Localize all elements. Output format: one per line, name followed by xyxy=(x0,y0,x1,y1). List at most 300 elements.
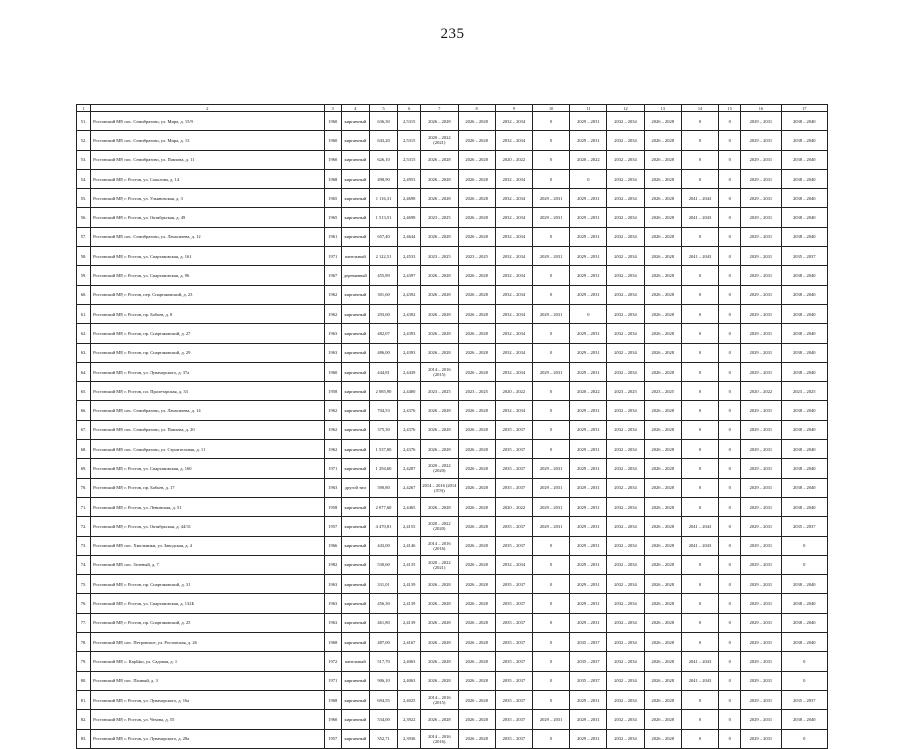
table-cell: 1963 xyxy=(324,324,341,343)
table-cell: 2041 – 2043 xyxy=(681,208,718,227)
table-cell: 0 xyxy=(681,343,718,362)
table-cell: 2023 – 2025 xyxy=(421,208,458,227)
table-cell: 498,90 xyxy=(369,169,397,188)
table-cell: 2035 – 2037 xyxy=(570,633,607,652)
table-cell: 456,30 xyxy=(369,594,397,613)
table-cell: 487,00 xyxy=(369,633,397,652)
table-cell: 2026 – 2028 xyxy=(644,285,681,304)
table-cell: 2026 – 2028 xyxy=(458,478,495,497)
table-cell: 0 xyxy=(719,440,741,459)
table-cell: 444,81 xyxy=(369,362,397,381)
table-cell: 2032 – 2034 xyxy=(495,208,532,227)
table-cell: 2,3922 xyxy=(398,710,421,729)
column-number-cell: 12 xyxy=(607,105,644,112)
table-cell: 2032 – 2034 xyxy=(607,459,644,478)
row-number-cell: 52. xyxy=(77,131,91,150)
table-cell: 2032 – 2034 xyxy=(607,555,644,574)
table-cell: 0 xyxy=(532,633,569,652)
table-cell: кирпичный xyxy=(341,575,369,594)
table-cell: 2038 – 2040 xyxy=(781,575,827,594)
table-cell: кирпичный xyxy=(341,517,369,536)
table-cell: 2026 – 2028 xyxy=(644,343,681,362)
column-number-cell: 10 xyxy=(532,105,569,112)
table-cell: кирпичный xyxy=(341,208,369,227)
table-cell: 0 xyxy=(719,343,741,362)
table-cell: 2035 – 2037 xyxy=(495,652,532,671)
table-cell: 0 xyxy=(681,613,718,632)
table-cell: 0 xyxy=(681,497,718,516)
table-cell: 2032 – 2034 xyxy=(495,555,532,574)
row-number-cell: 67. xyxy=(77,420,91,439)
row-number-cell: 80. xyxy=(77,671,91,690)
page-number: 235 xyxy=(440,26,465,42)
table-cell: 1982 xyxy=(324,555,341,574)
table-cell: кирпичный xyxy=(341,382,369,401)
table-cell: 0 xyxy=(532,536,569,555)
table-cell: кирпичный xyxy=(341,189,369,208)
table-cell: 1960 xyxy=(324,131,341,150)
table-cell: 0 xyxy=(532,420,569,439)
table-cell: 2032 – 2034 xyxy=(607,420,644,439)
table-cell: 2026 – 2028 xyxy=(421,343,458,362)
column-number-cell: 1 xyxy=(77,105,91,112)
table-cell: 2020 – 2022 (2021) xyxy=(421,131,458,150)
table-cell: 2026 – 2028 xyxy=(458,710,495,729)
table-cell: кирпичный xyxy=(341,343,369,362)
table-cell: 2026 – 2028 xyxy=(644,633,681,652)
table-cell: 2026 – 2028 xyxy=(458,729,495,748)
table-row xyxy=(77,401,828,420)
table-cell: 0 xyxy=(719,169,741,188)
table-cell: 2026 – 2028 xyxy=(458,266,495,285)
table-cell: 2014 – 2016 (2014 (ЛЭ)) xyxy=(421,478,458,497)
table-cell: 2029 – 2031 xyxy=(570,555,607,574)
table-cell: 2026 – 2028 xyxy=(458,401,495,420)
table-cell: 2035 – 2037 xyxy=(781,517,827,536)
table-cell: 0 xyxy=(719,517,741,536)
table-cell: 0 xyxy=(719,652,741,671)
table-cell: 0 xyxy=(681,420,718,439)
table-cell: 2041 – 2043 xyxy=(681,652,718,671)
row-number-cell: 68. xyxy=(77,440,91,459)
table-row xyxy=(77,690,828,709)
table-cell: 2026 – 2028 xyxy=(458,440,495,459)
table-cell: 2029 – 2031 xyxy=(532,459,569,478)
table-cell: 1966 xyxy=(324,536,341,555)
table-cell: 2026 – 2028 xyxy=(421,112,458,131)
table-cell: 0 xyxy=(781,555,827,574)
table-cell: 2038 – 2040 xyxy=(781,343,827,362)
table-cell: 0 xyxy=(681,266,718,285)
table-cell: 2029 – 2031 xyxy=(741,208,781,227)
row-number-cell: 64. xyxy=(77,362,91,381)
row-number-cell: 79. xyxy=(77,652,91,671)
table-cell: 2026 – 2028 xyxy=(644,575,681,594)
table-cell: 2032 – 2034 xyxy=(607,401,644,420)
table-row xyxy=(77,536,828,555)
table-cell: 2026 – 2028 xyxy=(644,459,681,478)
table-cell: 2035 – 2037 xyxy=(495,729,532,748)
row-number-cell: 57. xyxy=(77,227,91,246)
table-cell: 4 470,81 xyxy=(369,517,397,536)
table-cell: 443,00 xyxy=(369,536,397,555)
table-cell: 2029 – 2031 xyxy=(532,478,569,497)
table-cell: 2026 – 2028 xyxy=(644,478,681,497)
address-cell: Ростовский МР, г. Ростов, ул. Луначарского, д. 16а xyxy=(91,690,325,709)
table-cell: 2029 – 2031 xyxy=(741,459,781,478)
table-cell: 0 xyxy=(681,690,718,709)
table-cell: 2029 – 2031 xyxy=(741,594,781,613)
table-cell: 1971 xyxy=(324,671,341,690)
table-cell: 2020 – 2022 xyxy=(495,497,532,516)
column-number-cell: 6 xyxy=(398,105,421,112)
table-cell: 0 xyxy=(681,150,718,169)
row-number-cell: 51. xyxy=(77,112,91,131)
table-row xyxy=(77,150,828,169)
table-cell: 2029 – 2031 xyxy=(570,112,607,131)
table-cell: 0 xyxy=(681,112,718,131)
address-cell: Ростовский МР, г. Ростов, ул. Соколова, д. 14 xyxy=(91,169,325,188)
address-cell: Ростовский МР, г. Ростов, ул. Ленинская, д. 51 xyxy=(91,497,325,516)
table-cell: 2029 – 2031 xyxy=(570,497,607,516)
table-cell: 657,40 xyxy=(369,227,397,246)
table-cell: 2026 – 2028 xyxy=(458,131,495,150)
table-cell: 2029 – 2031 xyxy=(570,189,607,208)
table-cell: 0 xyxy=(719,189,741,208)
table-cell: 1961 xyxy=(324,227,341,246)
table-cell: 2038 – 2040 xyxy=(781,710,827,729)
table-cell: 1960 xyxy=(324,710,341,729)
address-cell: Ростовский МР, г. Ростов, ул. Спартаковская, д. 161 xyxy=(91,247,325,266)
table-cell: 2029 – 2031 xyxy=(741,169,781,188)
table-cell: кирпичный xyxy=(341,362,369,381)
table-cell: 2029 – 2031 xyxy=(741,729,781,748)
table-cell: 1 294,60 xyxy=(369,459,397,478)
column-number-cell: 2 xyxy=(91,105,325,112)
table-cell: 2029 – 2031 xyxy=(741,536,781,555)
table-cell: 2029 – 2031 xyxy=(532,208,569,227)
table-cell: другой тип xyxy=(341,478,369,497)
table-cell: 2026 – 2028 xyxy=(421,189,458,208)
table-cell: 0 xyxy=(532,575,569,594)
table-cell: 0 xyxy=(532,440,569,459)
table-cell: 2026 – 2028 xyxy=(421,285,458,304)
row-number-cell: 54. xyxy=(77,169,91,188)
table-cell: 2029 – 2031 xyxy=(570,285,607,304)
table-cell: 2,4063 xyxy=(398,671,421,690)
table-cell: 0 xyxy=(681,324,718,343)
table-cell: 0 xyxy=(681,169,718,188)
table-cell: 0 xyxy=(719,459,741,478)
table-cell: 301,60 xyxy=(369,285,397,304)
table-cell: панельный xyxy=(341,652,369,671)
table-cell: 2,4376 xyxy=(398,401,421,420)
table-cell: 2023 – 2025 xyxy=(458,382,495,401)
table-cell: 2032 – 2034 xyxy=(607,189,644,208)
table-cell: 2026 – 2028 xyxy=(644,112,681,131)
table-cell: 2020 – 2022 xyxy=(570,382,607,401)
table-cell: 2029 – 2031 xyxy=(741,517,781,536)
table-cell: 0 xyxy=(681,478,718,497)
table-cell: 2014 – 2016 (2016) xyxy=(421,729,458,748)
table-cell: 1962 xyxy=(324,304,341,323)
table-cell: 2029 – 2031 xyxy=(741,710,781,729)
table-cell: кирпичный xyxy=(341,131,369,150)
table-cell: 2029 – 2031 xyxy=(570,247,607,266)
table-cell: 2035 – 2037 xyxy=(495,575,532,594)
table-cell: 2026 – 2028 xyxy=(458,633,495,652)
table-cell: 2,4698 xyxy=(398,189,421,208)
table-cell: 1962 xyxy=(324,420,341,439)
table-cell: 2038 – 2040 xyxy=(781,112,827,131)
table-cell: 331,01 xyxy=(369,575,397,594)
table-cell: 1972 xyxy=(324,652,341,671)
table-cell: 2029 – 2031 xyxy=(570,729,607,748)
table-cell: 2026 – 2028 xyxy=(421,594,458,613)
table-cell: 0 xyxy=(570,169,607,188)
table-cell: 2,4167 xyxy=(398,633,421,652)
table-cell: 2026 – 2028 xyxy=(421,150,458,169)
table-cell: 0 xyxy=(681,440,718,459)
table-cell: 2029 – 2031 xyxy=(570,690,607,709)
table-row xyxy=(77,169,828,188)
table-cell: 1963 xyxy=(324,613,341,632)
row-number-cell: 60. xyxy=(77,285,91,304)
table-cell: 2026 – 2028 xyxy=(421,420,458,439)
column-number-cell: 3 xyxy=(324,105,341,112)
table-cell: 2032 – 2034 xyxy=(495,131,532,150)
table-cell: 1960 xyxy=(324,150,341,169)
row-number-cell: 71. xyxy=(77,497,91,516)
table-cell: 1962 xyxy=(324,285,341,304)
table-cell: 534,00 xyxy=(369,710,397,729)
table-cell: 0 xyxy=(719,362,741,381)
table-cell: 2026 – 2028 xyxy=(644,266,681,285)
table-cell: 2032 – 2034 xyxy=(607,343,644,362)
table-cell: 2038 – 2040 xyxy=(781,169,827,188)
table-row xyxy=(77,420,828,439)
table-cell: 0 xyxy=(532,729,569,748)
address-cell: Ростовский МР, г. Ростов, пр. Спартаковский, д. 31 xyxy=(91,575,325,594)
table-cell: 1965 xyxy=(324,189,341,208)
table-cell: 0 xyxy=(719,671,741,690)
table-cell: кирпичный xyxy=(341,440,369,459)
address-cell: Ростовский МР, г. Ростов, ул. Спартаковская, д. 160 xyxy=(91,459,325,478)
table-cell: 0 xyxy=(681,594,718,613)
table-cell: 2,3936 xyxy=(398,729,421,748)
table-cell: 2038 – 2040 xyxy=(781,459,827,478)
table-cell: 2,4376 xyxy=(398,440,421,459)
address-cell: Ростовский МР, пос. Семибратово, ул. Павлова, д. 11 xyxy=(91,150,325,169)
table-cell: 2035 – 2037 xyxy=(495,671,532,690)
table-cell: 2029 – 2031 xyxy=(532,247,569,266)
table-cell: 2,4698 xyxy=(398,208,421,227)
table-cell: 2023 – 2025 xyxy=(644,382,681,401)
column-number-cell: 15 xyxy=(719,105,741,112)
table-cell: 2026 – 2028 xyxy=(421,671,458,690)
table-row xyxy=(77,497,828,516)
table-cell: 2026 – 2028 xyxy=(458,497,495,516)
table-cell: 2026 – 2028 xyxy=(458,227,495,246)
table-cell: кирпичный xyxy=(341,112,369,131)
table-cell: 2032 – 2034 xyxy=(607,362,644,381)
table-cell: 2032 – 2034 xyxy=(607,575,644,594)
table-cell: 2,4063 xyxy=(398,652,421,671)
address-cell: Ростовский МР, пос. Зеленый, д. 7 xyxy=(91,555,325,574)
table-row xyxy=(77,575,828,594)
table-cell: 2026 – 2028 xyxy=(644,710,681,729)
table-cell: 0 xyxy=(719,304,741,323)
table-cell: 2026 – 2028 xyxy=(644,613,681,632)
column-number-cell: 9 xyxy=(495,105,532,112)
table-cell: 530,60 xyxy=(369,555,397,574)
table-cell: 0 xyxy=(719,247,741,266)
row-number-cell: 73. xyxy=(77,536,91,555)
address-cell: Ростовский МР, пос. Семибратово, ул. Павлова, д. 20 xyxy=(91,420,325,439)
table-cell: 2032 – 2034 xyxy=(607,266,644,285)
table-cell: 0 xyxy=(719,536,741,555)
table-cell: 2038 – 2040 xyxy=(781,497,827,516)
address-cell: Ростовский МР, пос. Палный, д. 3 xyxy=(91,671,325,690)
table-cell: кирпичный xyxy=(341,459,369,478)
row-number-cell: 70. xyxy=(77,478,91,497)
table-cell: кирпичный xyxy=(341,729,369,748)
row-number-cell: 61. xyxy=(77,304,91,323)
table-cell: 2038 – 2040 xyxy=(781,440,827,459)
table-cell: 2020 – 2022 (2021) xyxy=(421,555,458,574)
table-cell: 2,4376 xyxy=(398,420,421,439)
table-cell: 2,4397 xyxy=(398,266,421,285)
table-cell: 2032 – 2034 xyxy=(495,285,532,304)
table-cell: 2026 – 2028 xyxy=(458,208,495,227)
table-cell: 2041 – 2043 xyxy=(681,671,718,690)
table-cell: 2032 – 2034 xyxy=(495,112,532,131)
table-cell: 1960 xyxy=(324,362,341,381)
row-number-cell: 82. xyxy=(77,710,91,729)
table-cell: 2026 – 2028 xyxy=(458,517,495,536)
table-cell: 2029 – 2031 xyxy=(741,652,781,671)
table-cell: 2041 – 2043 xyxy=(681,189,718,208)
table-cell: 0 xyxy=(681,459,718,478)
table-cell: 2029 – 2031 xyxy=(741,150,781,169)
table-cell: 375,30 xyxy=(369,420,397,439)
table-cell: 0 xyxy=(681,362,718,381)
table-cell: 2032 – 2034 xyxy=(607,169,644,188)
table-cell: 1963 xyxy=(324,343,341,362)
table-row xyxy=(77,440,828,459)
table-cell: 1967 xyxy=(324,266,341,285)
table-cell: кирпичный xyxy=(341,150,369,169)
table-cell: кирпичный xyxy=(341,304,369,323)
table-cell: 2035 – 2037 xyxy=(570,652,607,671)
table-cell: 2,4146 xyxy=(398,536,421,555)
table-cell: 2029 – 2031 xyxy=(741,343,781,362)
table-cell: 461,80 xyxy=(369,613,397,632)
table-cell: 0 xyxy=(681,382,718,401)
table-cell: 1963 xyxy=(324,478,341,497)
table-cell: 2020 – 2022 xyxy=(741,382,781,401)
table-cell: 2032 – 2034 xyxy=(607,150,644,169)
table-cell: 2026 – 2028 xyxy=(458,189,495,208)
table-cell: 1963 xyxy=(324,575,341,594)
address-cell: Ростовский МР, г. Ростов, пер. Спартаковский, д. 23 xyxy=(91,285,325,304)
table-cell: 2026 – 2028 xyxy=(644,536,681,555)
table-cell: 0 xyxy=(719,710,741,729)
row-number-cell: 81. xyxy=(77,690,91,709)
table-cell: 2,5315 xyxy=(398,150,421,169)
table-cell: 2038 – 2040 xyxy=(781,150,827,169)
table-cell: 2026 – 2028 xyxy=(458,613,495,632)
row-number-cell: 77. xyxy=(77,613,91,632)
address-cell: Ростовский МР, пос. Семибратово, ул. Лачасичева, д. 14 xyxy=(91,401,325,420)
table-cell: 2026 – 2028 xyxy=(644,247,681,266)
table-cell: 0 xyxy=(719,208,741,227)
table-cell: 2038 – 2040 xyxy=(781,478,827,497)
table-cell: 2035 – 2037 xyxy=(781,247,827,266)
address-cell: Ростовский МР, пос. Семибратово, ул. Строительная, д. 11 xyxy=(91,440,325,459)
row-number-cell: 65. xyxy=(77,382,91,401)
table-cell: 2029 – 2031 xyxy=(570,575,607,594)
table-cell: 2026 – 2028 xyxy=(458,555,495,574)
table-cell: кирпичный xyxy=(341,497,369,516)
table-cell: 2023 – 2025 xyxy=(421,247,458,266)
table-cell: 0 xyxy=(719,420,741,439)
table-cell: 2032 – 2034 xyxy=(607,324,644,343)
table-cell: 2020 – 2022 xyxy=(570,150,607,169)
row-number-cell: 74. xyxy=(77,555,91,574)
table-cell: 0 xyxy=(781,536,827,555)
table-cell: 2023 – 2025 xyxy=(607,382,644,401)
table-cell: 2,4392 xyxy=(398,285,421,304)
table-cell: 0 xyxy=(681,710,718,729)
address-cell: Ростовский МР, с. Карաш, ул. Садовая, д. 1 xyxy=(91,652,325,671)
table-cell: 0 xyxy=(681,131,718,150)
table-cell: 0 xyxy=(681,729,718,748)
table-cell: 2,4267 xyxy=(398,478,421,497)
table-row xyxy=(77,227,828,246)
table-cell: 2029 – 2031 xyxy=(741,189,781,208)
table-cell: 2029 – 2031 xyxy=(532,362,569,381)
table-cell: 1971 xyxy=(324,459,341,478)
table-cell: 2029 – 2031 xyxy=(741,478,781,497)
table-cell: 2029 – 2031 xyxy=(570,710,607,729)
capital-repair-schedule-table xyxy=(76,104,828,749)
table-cell: 2035 – 2037 xyxy=(570,671,607,690)
row-number-cell: 66. xyxy=(77,401,91,420)
table-cell: 2026 – 2028 xyxy=(644,497,681,516)
table-row xyxy=(77,459,828,478)
table-cell: 2029 – 2031 xyxy=(741,266,781,285)
table-cell: 0 xyxy=(532,285,569,304)
table-cell: 2032 – 2034 xyxy=(607,304,644,323)
table-cell: 0 xyxy=(719,227,741,246)
row-number-cell: 76. xyxy=(77,594,91,613)
table-cell: 0 xyxy=(532,652,569,671)
table-cell: 2026 – 2028 xyxy=(644,189,681,208)
table-cell: 2026 – 2028 xyxy=(458,575,495,594)
table-row xyxy=(77,362,828,381)
row-number-cell: 63. xyxy=(77,343,91,362)
table-cell: 2032 – 2034 xyxy=(607,729,644,748)
address-cell: Ростовский МР, г. Ростов, ул. Октябрьская, д. 49 xyxy=(91,208,325,227)
table-cell: 2026 – 2028 xyxy=(644,594,681,613)
table-cell: 2029 – 2031 xyxy=(532,710,569,729)
table-row xyxy=(77,671,828,690)
table-cell: 2026 – 2028 xyxy=(458,112,495,131)
table-cell: 2038 – 2040 xyxy=(781,208,827,227)
table-cell: 1962 xyxy=(324,440,341,459)
table-cell: 2032 – 2034 xyxy=(607,671,644,690)
